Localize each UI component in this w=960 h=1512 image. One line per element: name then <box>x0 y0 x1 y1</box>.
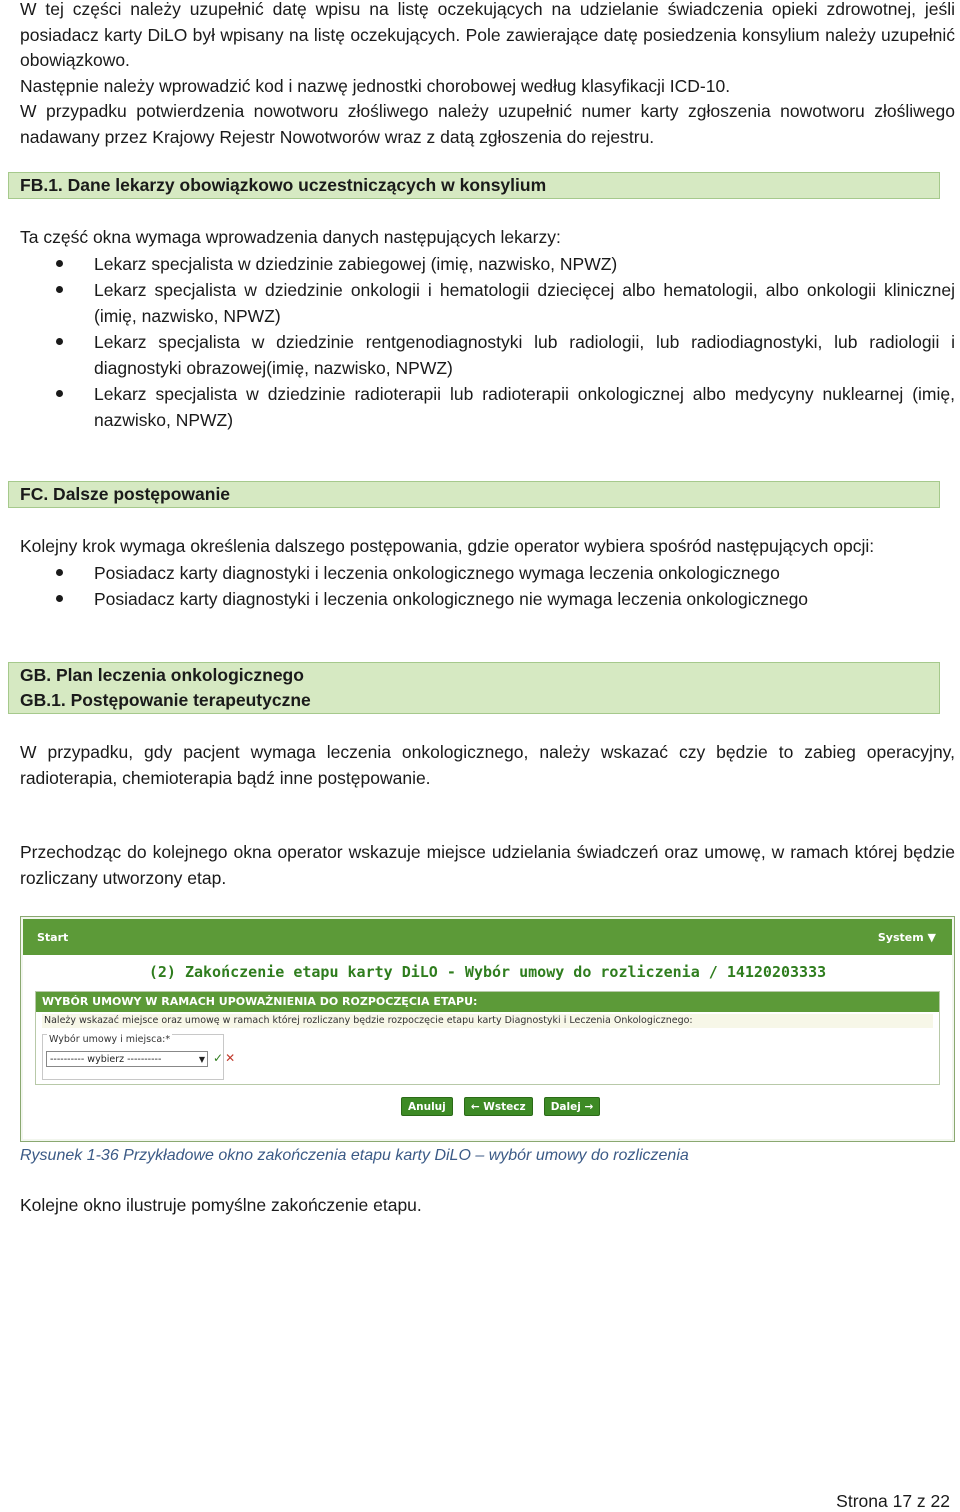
panel-heading: WYBÓR UMOWY W RAMACH UPOWAŻNIENIA DO ROZPOCZĘCIA ETAPU: <box>36 992 939 1012</box>
contract-select[interactable] <box>46 1051 208 1067</box>
section-heading-gb <box>8 662 940 714</box>
chevron-down-icon: ▼ <box>198 1055 205 1064</box>
section-fc-lead: Kolejny krok wymaga określenia dalszego postępowania, gdzie operator wybiera spośród następujących opcji: <box>20 536 875 556</box>
doctor-list <box>20 251 955 433</box>
embedded-screenshot <box>20 916 955 1142</box>
intro-paragraph-3: W przypadku potwierdzenia nowotworu złośliwego należy uzupełnić numer karty zgłoszenia nowotworu złośliwego nadawany przez Krajowy Rejestr Nowotworów wraz z datą zgłoszenia do rejestru. <box>20 101 955 147</box>
next-button[interactable]: Dalej → <box>544 1097 601 1116</box>
list-item: Lekarz specjalista w dziedzinie radioterapii lub radioterapii onkologicznej albo medycyny nuklearnej (imię, nazwisko, NPWZ) <box>20 381 955 433</box>
intro-paragraph-1: W tej części należy uzupełnić datę wpisu na listę oczekujących na udzielanie świadczenia opieki zdrowotnej, jeśli posiadacz karty DiLO był wpisany na listę oczekujących. Pole zawierające datę posiedzenia konsylium należy uzupełnić obowiązkowo. <box>20 0 955 70</box>
list-item: Lekarz specjalista w dziedzinie rentgenodiagnostyki lub radiologii, lub radiodiagnostyki, lub radiologii i diagnostyki obrazowej(imię, nazwisko, NPWZ) <box>20 329 955 381</box>
section-fb1-lead: Ta część okna wymaga wprowadzenia danych następujących lekarzy: <box>20 227 561 247</box>
page-number: Strona 17 z 22 <box>836 1491 950 1511</box>
section-fb1-body <box>20 225 955 433</box>
button-row <box>401 1095 606 1116</box>
window-title: (2) Zakończenie etapu karty DiLO - Wybór umowy do rozliczenia / 14120203333 <box>148 963 827 981</box>
list-item: Posiadacz karty diagnostyki i leczenia onkologicznego wymaga leczenia onkologicznego <box>20 560 955 586</box>
section-heading-gb-title: GB. Plan leczenia onkologicznego <box>20 665 304 685</box>
closing-paragraph: Kolejne okno ilustruje pomyślne zakończenie etapu. <box>20 1195 422 1215</box>
contract-select-value: ---------- wybierz ---------- <box>50 1054 162 1065</box>
contract-fieldset <box>42 1034 236 1080</box>
section-heading-fb1: FB.1. Dane lekarzy obowiązkowo uczestniczących w konsylium <box>8 172 940 199</box>
section-gb-body <box>20 740 955 791</box>
list-item: Posiadacz karty diagnostyki i leczenia onkologicznego nie wymaga leczenia onkologicznego <box>20 586 955 612</box>
intro-paragraph-2: Następnie należy wprowadzić kod i nazwę jednostki chorobowej według klasyfikacji ICD-10. <box>20 75 731 96</box>
panel-info: Należy wskazać miejsce oraz umowę w ramach której rozliczany będzie rozpoczęcie etapu karty Diagnostyki i Leczenia Onkologicznego: <box>42 1014 933 1028</box>
section-heading-fc: FC. Dalsze postępowanie <box>8 481 940 508</box>
contract-panel <box>35 991 940 1085</box>
section-fc-body <box>20 534 955 612</box>
list-item: Lekarz specjalista w dziedzinie onkologii i hematologii dziecięcej albo hematologii, albo onkologii klinicznej (imię, nazwisko, NPWZ) <box>20 277 955 329</box>
section-gb-paragraph-1: W przypadku, gdy pacjent wymaga leczenia onkologicznego, należy wskazać czy będzie to zabieg operacyjny, radioterapia, chemioterapia bądź inne postępowanie. <box>20 742 955 788</box>
intro-text <box>20 0 955 150</box>
start-menu[interactable]: Start <box>37 931 69 944</box>
system-menu[interactable]: System ▼ <box>877 931 936 944</box>
close-icon[interactable]: ✕ <box>225 1051 236 1065</box>
list-item: Lekarz specjalista w dziedzinie zabiegowej (imię, nazwisko, NPWZ) <box>20 251 955 277</box>
section-gb-paragraph-2: Przechodząc do kolejnego okna operator wskazuje miejsce udzielania świadczeń oraz umowę, w ramach której będzie rozliczany utworzony etap. <box>20 842 955 888</box>
app-topbar <box>23 919 952 955</box>
figure-caption: Rysunek 1-36 Przykładowe okno zakończenia etapu karty DiLO – wybór umowy do rozliczenia <box>20 1147 689 1164</box>
field-status-icons <box>213 1051 235 1065</box>
cancel-button[interactable]: Anuluj <box>401 1097 453 1116</box>
section-gb-body-2 <box>20 840 955 891</box>
closing-block <box>20 1193 955 1219</box>
back-button[interactable]: ← Wstecz <box>464 1097 533 1116</box>
contract-field-label: Wybór umowy i miejsca:* <box>49 1034 171 1045</box>
options-list <box>20 560 955 612</box>
section-heading-gb1-title: GB.1. Postępowanie terapeutyczne <box>20 690 311 710</box>
check-icon: ✓ <box>213 1051 224 1065</box>
